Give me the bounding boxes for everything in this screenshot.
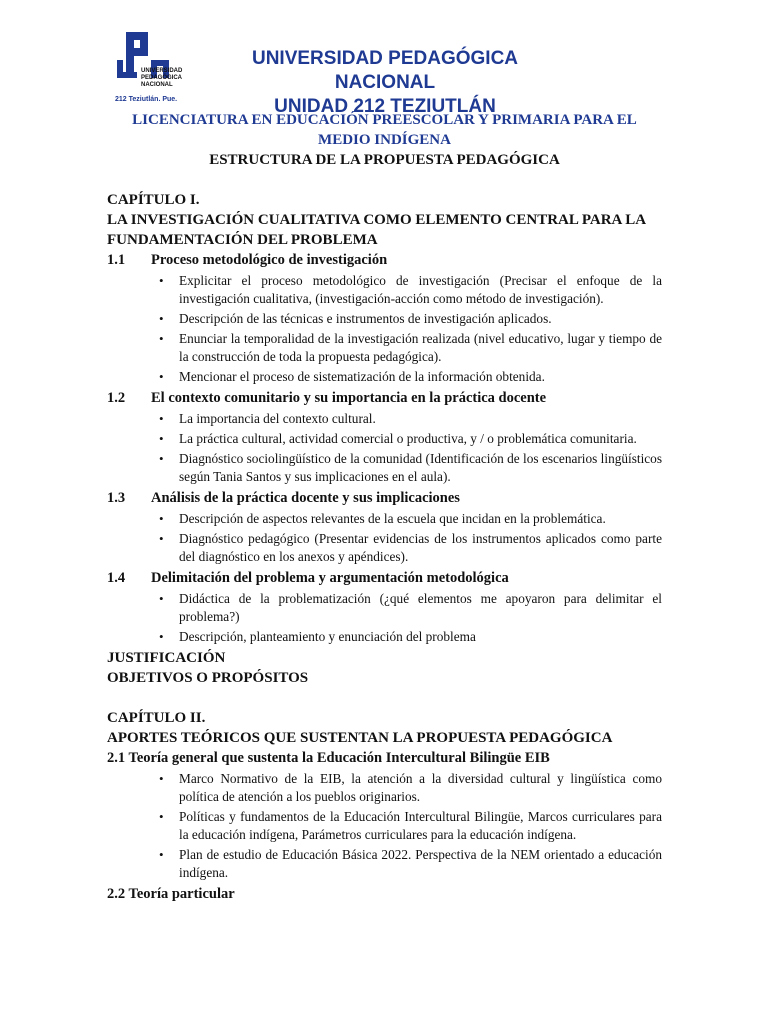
university-name: UNIVERSIDAD PEDAGÓGICA NACIONAL bbox=[251, 48, 519, 93]
section-1-3-list bbox=[107, 510, 662, 566]
spacer bbox=[107, 688, 662, 708]
list-item: • Marco Normativo de la EIB, la atención a la diversidad cultural y lingüística como política de atención a los pueblos originarios. bbox=[179, 770, 662, 806]
section-title: El contexto comunitario y su importancia en la práctica docente bbox=[151, 390, 547, 406]
section-title: Análisis de la práctica docente y sus implicaciones bbox=[151, 490, 460, 506]
section-title: Proceso metodológico de investigación bbox=[151, 252, 388, 268]
chapter2-title: APORTES TEÓRICOS QUE SUSTENTAN LA PROPUESTA PEDAGÓGICA bbox=[107, 730, 613, 746]
section-number: 1.3 bbox=[107, 490, 126, 506]
logo-line-2: PEDAGÓGICA bbox=[141, 75, 183, 81]
section-1-4-heading bbox=[107, 568, 662, 588]
section-1-1-list bbox=[107, 272, 662, 386]
logo-line-1: UNIVERSIDAD bbox=[141, 68, 183, 74]
list-item: • Descripción, planteamiento y enunciación del problema bbox=[179, 628, 662, 646]
logo-line-3: NACIONAL bbox=[141, 82, 173, 88]
chapter2-label: CAPÍTULO II. bbox=[107, 710, 206, 726]
list-item: • Plan de estudio de Educación Básica 2022. Perspectiva de la NEM orientado a educación indígena. bbox=[179, 846, 662, 882]
list-item: • Políticas y fundamentos de la Educación Intercultural Bilingüe, Marcos curriculares para la educación indígena, Parámetros curriculares para la educación indígena. bbox=[179, 808, 662, 844]
structure-title: ESTRUCTURA DE LA PROPUESTA PEDAGÓGICA bbox=[209, 152, 560, 168]
section-1-2-heading bbox=[107, 388, 662, 408]
chapter1-title: LA INVESTIGACIÓN CUALITATIVA COMO ELEMENTO CENTRAL PARA LA FUNDAMENTACIÓN DEL PROBLEMA bbox=[107, 212, 646, 248]
section-number: 1.1 bbox=[107, 252, 126, 268]
list-item: • La importancia del contexto cultural. bbox=[179, 410, 662, 428]
section-title: 2.1 Teoría general que sustenta la Educación Intercultural Bilingüe EIB bbox=[107, 750, 550, 766]
list-item: • Descripción de aspectos relevantes de la escuela que incidan en la problemática. bbox=[179, 510, 662, 528]
section-1-3-heading bbox=[107, 488, 662, 508]
unit-name: UNIDAD 212 TEZIUTLÁN bbox=[274, 96, 496, 117]
logo-subtitle: 212 Teziutlán. Pue. bbox=[115, 96, 178, 103]
list-item: • Diagnóstico sociolingüístico de la comunidad (Identificación de los escenarios lingüísticos según Tania Santos y sus implicaciones en el aula). bbox=[179, 450, 662, 486]
list-item: • Mencionar el proceso de sistematización de la información obtenida. bbox=[179, 368, 662, 386]
section-1-1-heading bbox=[107, 250, 662, 270]
list-item: • Descripción de las técnicas e instrumentos de investigación aplicados. bbox=[179, 310, 662, 328]
section-number: 1.2 bbox=[107, 390, 126, 406]
list-item: • Diagnóstico pedagógico (Presentar evidencias de los instrumentos aplicados como parte del diagnóstico en los anexos y apéndices). bbox=[179, 530, 662, 566]
upn-logo bbox=[113, 30, 193, 108]
objectives-heading: OBJETIVOS O PROPÓSITOS bbox=[107, 670, 309, 686]
section-1-2-list bbox=[107, 410, 662, 486]
list-item: • Enunciar la temporalidad de la investigación realizada (nivel educativo, lugar y tiempo de la construcción de toda la propuesta pedagógica). bbox=[179, 330, 662, 366]
section-2-2-heading bbox=[107, 884, 662, 904]
section-1-4-list bbox=[107, 590, 662, 646]
chapter1-label: CAPÍTULO I. bbox=[107, 192, 200, 208]
section-title: 2.2 Teoría particular bbox=[107, 886, 235, 902]
section-number: 1.4 bbox=[107, 570, 126, 586]
document-body bbox=[107, 190, 662, 904]
university-header bbox=[200, 47, 570, 119]
logo-text bbox=[141, 68, 182, 89]
section-2-1-heading bbox=[107, 748, 662, 768]
section-2-1-list bbox=[107, 770, 662, 882]
list-item: • La práctica cultural, actividad comercial o productiva, y / o problemática comunitaria. bbox=[179, 430, 662, 448]
list-item: • Explicitar el proceso metodológico de investigación (Precisar el enfoque de la investigación cualitativa, (investigación-acción como método de investigación). bbox=[179, 272, 662, 308]
justification-heading: JUSTIFICACIÓN bbox=[107, 650, 226, 666]
degree-title: LICENCIATURA EN EDUCACIÓN PREESCOLAR Y PRIMARIA PARA EL MEDIO INDÍGENA bbox=[132, 112, 637, 148]
list-item: • Didáctica de la problematización (¿qué elementos me apoyaron para delimitar el problema?) bbox=[179, 590, 662, 626]
section-title: Delimitación del problema y argumentación metodológica bbox=[151, 570, 509, 586]
